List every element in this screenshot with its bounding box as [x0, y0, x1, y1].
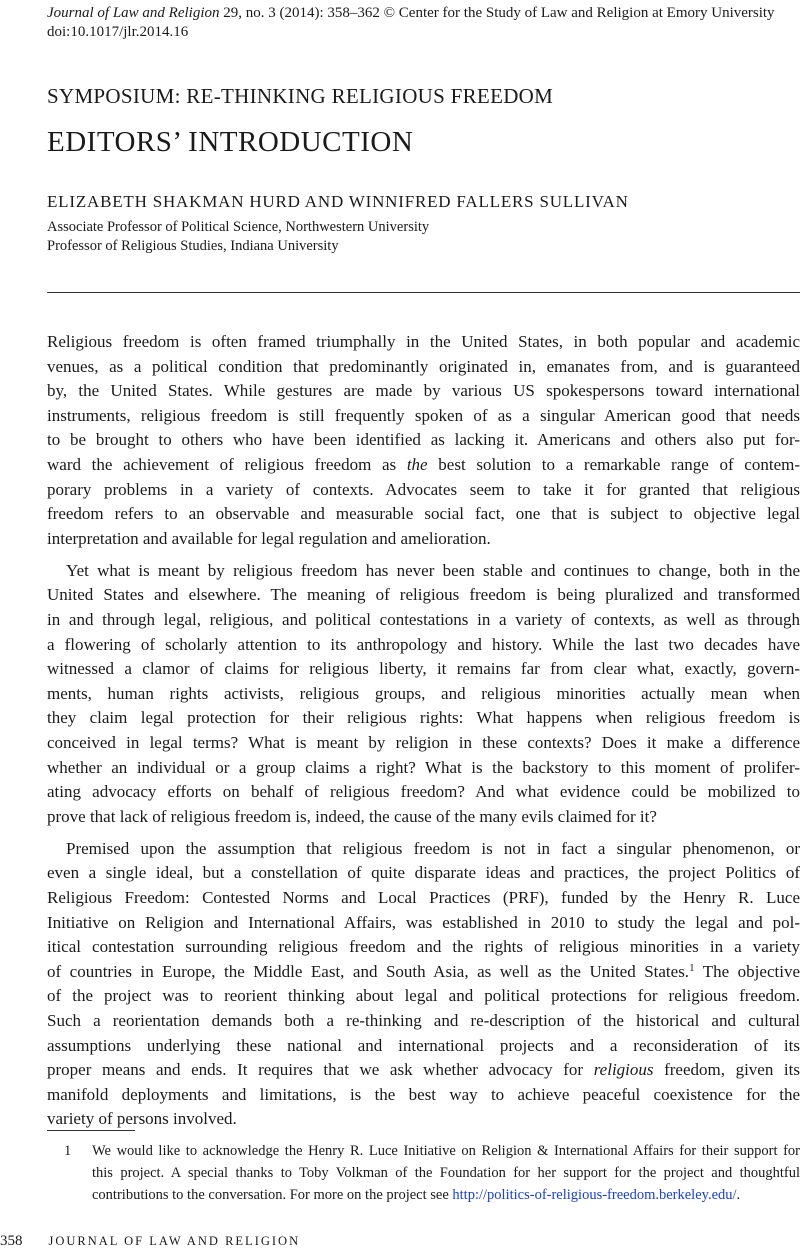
citation-details: 29, no. 3 (2014): 358–362 © Center for the Study of Law and Religion at Emory University	[219, 5, 775, 21]
text-line: Such a reorientation demands both a re-thinking and re-description of the historical and cultural	[47, 1011, 800, 1031]
footnote-line: We would like to acknowledge the Henry R. Luce Initiative on Religion & International Affairs for their support for	[92, 1143, 800, 1159]
paragraph-3	[47, 837, 800, 1132]
text-line	[47, 960, 800, 985]
text-line: Premised upon the assumption that religious freedom is not in fact a singular phenomenon, or	[66, 838, 800, 858]
article-title: EDITORS’ INTRODUCTION	[47, 126, 414, 158]
text-line: Religious freedom is often framed triumphally in the United States, in both popular and academic	[47, 332, 800, 351]
emphasis: the	[406, 454, 428, 474]
text-line: whether an individual or a group claims a right? What is the backstory to this moment of prolifer-	[47, 757, 800, 777]
text-segment: of countries in Europe, the Middle East, and South Asia, as well as the United States.	[47, 961, 690, 981]
text-line: ating advocacy efforts on behalf of religious freedom? And what evidence could be mobilized to	[47, 782, 800, 802]
journal-citation	[47, 4, 775, 23]
emphasis: religious	[593, 1060, 654, 1080]
text-line: even a single ideal, but a constellation of quite disparate ideas and practices, the project Politics of	[47, 863, 800, 883]
footnote-number: 1	[64, 1143, 72, 1159]
project-link[interactable]: http://politics-of-religious-freedom.berkeley.edu/	[452, 1187, 737, 1203]
footnote-divider	[47, 1130, 135, 1131]
paragraph-2	[47, 559, 800, 830]
page-footer	[0, 1233, 300, 1250]
text-segment: ward the achievement of religious freedom as	[47, 454, 407, 474]
footer-journal-name: JOURNAL OF LAW AND RELIGION	[48, 1234, 301, 1248]
text-line: prove that lack of religious freedom is, indeed, the cause of the many evils claimed for it?	[47, 806, 657, 826]
text-line: variety of persons involved.	[47, 1109, 237, 1129]
text-line: a flowering of scholarly attention to its anthropology and history. While the last two decades have	[47, 634, 800, 654]
journal-name: Journal of Law and Religion	[47, 5, 220, 21]
footnote-1	[47, 1140, 800, 1206]
divider	[47, 292, 800, 293]
text-line: itical contestation surrounding religious freedom and the rights of religious minorities in a variety	[47, 937, 800, 957]
doi[interactable]: doi:10.1017/jlr.2014.16	[47, 24, 189, 40]
text-line: porary problems in a variety of contexts. Advocates seem to take it for granted that religious	[47, 479, 800, 499]
footnote-line	[92, 1184, 800, 1206]
text-line: Initiative on Religion and International Affairs, was established in 2010 to study the legal and pol-	[47, 912, 800, 932]
footnote-ref[interactable]: 1	[689, 961, 695, 974]
text-segment: best solution to a remarkable range of contem-	[427, 454, 800, 474]
text-line: witnessed a clamor of claims for religious liberty, it remains far from clear what, exactly, govern-	[47, 659, 800, 679]
affiliation-sullivan: Professor of Religious Studies, Indiana University	[47, 238, 339, 254]
footnote-end: .	[736, 1187, 741, 1203]
text-line	[47, 1058, 800, 1083]
text-line: assumptions underlying these national and international projects and a reconsideration of its	[47, 1035, 800, 1055]
text-line: Religious Freedom: Contested Norms and Local Practices (PRF), funded by the Henry R. Luce	[47, 888, 800, 908]
text-line: venues, as a political condition that predominantly originated in, emanates from, and is guaranteed	[47, 356, 800, 376]
page-number: 358	[0, 1233, 23, 1249]
text-line	[47, 453, 800, 478]
text-line: United States and elsewhere. The meaning of religious freedom is being pluralized and transformed	[47, 585, 800, 605]
text-line: instruments, religious freedom is still frequently spoken of as a singular American good that needs	[47, 405, 800, 425]
text-line: interpretation and available for legal regulation and amelioration.	[47, 528, 491, 548]
article-body	[47, 330, 800, 1140]
text-line: conceived in legal terms? What is meant by religion in these contexts? Does it make a difference	[47, 733, 800, 752]
text-line: of the project was to reorient thinking about legal and political protections for religious freedom.	[47, 986, 800, 1006]
text-line: they claim legal protection for their religious rights: What happens when religious freedom is	[47, 708, 800, 728]
text-line: to be brought to others who have been identified as lacking it. Americans and others also put for-	[47, 430, 800, 450]
footnote-text: contributions to the conversation. For more on the project see	[92, 1187, 453, 1203]
text-line: manifold deployments and limitations, is the best way to achieve peaceful coexistence for the	[47, 1084, 800, 1104]
paragraph-1	[47, 330, 800, 551]
text-line: in and through legal, religious, and political contestations in a variety of contexts, as well as through	[47, 610, 800, 630]
text-line: by, the United States. While gestures are made by various US spokespersons toward international	[47, 381, 800, 401]
text-line: ments, human rights activists, religious groups, and religious minorities actually mean when	[47, 683, 800, 703]
text-line: freedom refers to an observable and measurable social fact, one that is subject to objective legal	[47, 504, 800, 524]
affiliation-hurd: Associate Professor of Political Science, Northwestern University	[47, 219, 430, 235]
symposium-heading: SYMPOSIUM: RE-THINKING RELIGIOUS FREEDOM	[47, 84, 554, 108]
footnote-line: this project. A special thanks to Toby Volkman of the Foundation for her support for the project and thoughtful	[92, 1165, 800, 1181]
text-segment: freedom, given its	[653, 1060, 800, 1080]
text-segment: The objective	[694, 961, 800, 981]
text-line: Yet what is meant by religious freedom has never been stable and continues to change, both in the	[66, 560, 800, 580]
text-segment: proper means and ends. It requires that we ask whether advocacy for	[47, 1060, 594, 1080]
authors: ELIZABETH SHAKMAN HURD AND WINNIFRED FALLERS SULLIVAN	[47, 192, 629, 211]
